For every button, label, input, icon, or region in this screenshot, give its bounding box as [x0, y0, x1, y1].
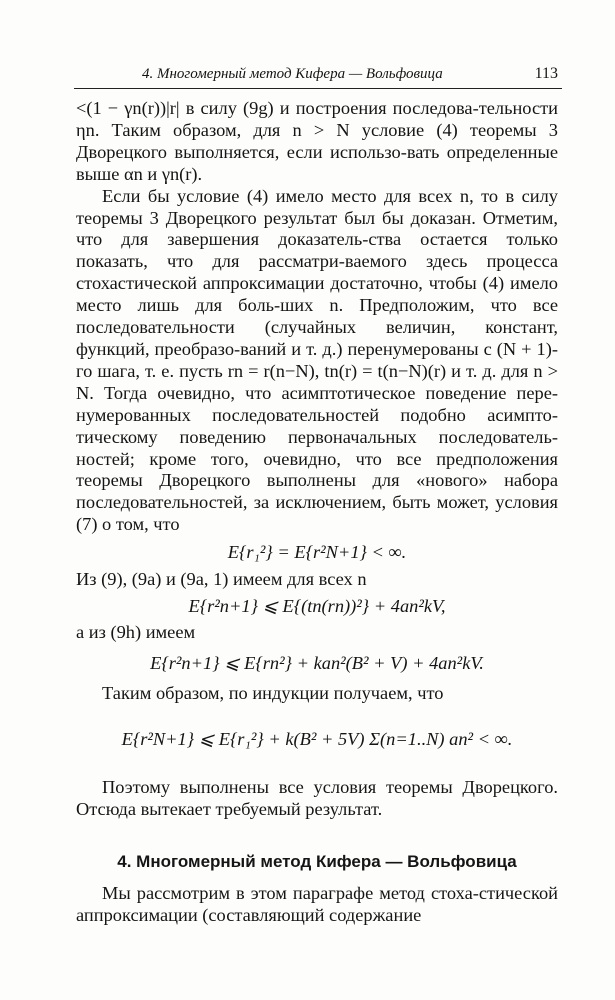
- section-heading: 4. Многомерный метод Кифера — Вольфовица: [117, 851, 517, 871]
- equation-induction-sum: E{r²N+1} ⩽ E{r₁²} + k(B² + 5V) Σ(n=1..N) an² < ∞.: [121, 728, 513, 749]
- paragraph-section-intro: Мы рассмотрим в этом параграфе метод стоха-стической аппроксимации (составляющий содержание: [76, 882, 558, 925]
- page-body: [76, 98, 558, 926]
- page-header: [74, 64, 562, 89]
- paragraph-from-9h: а из (9h) имеем: [76, 622, 196, 643]
- paragraph-proof: Если бы условие (4) имело место для всех n, то в силу теоремы 3 Дворецкого результат был бы доказан. Отметим, что для завершения доказатель-ства остается только показать, что для рассматри-ваемого здесь процесса стохастической аппроксимации достаточно, чтобы (4) имело место лишь для боль-ших n. Предположим, что все последовательности (случайных величин, констант, функций, преобразо-ваний и т. д.) перенумерованы с (N + 1)-го шага, т. е. пусть rn = r(n−N), tn(r) = t(n−N)(r) и т. д. для n > N. Тогда очевидно, что асимптотическое поведение пере-нумерованных последовательностей подобно асимпто-тическому поведению первоначальных последователь-ностей; кроме того, очевидно, что все предположения теоремы Дворецкого выполнены для «нового» набора последовательностей, за исключением, быть может, условия (7) о том, что: [76, 185, 558, 535]
- paragraph-from-9: Из (9), (9a) и (9a, 1) имеем для всех n: [76, 569, 367, 590]
- equation-second-inequality: E{r²n+1} ⩽ E{rn²} + kan²(B² + V) + 4an²kV.: [150, 652, 484, 673]
- page-number: 113: [534, 65, 558, 82]
- paragraph-conclusion: Поэтому выполнены все условия теоремы Дворецкого. Отсюда вытекает требуемый результат.: [76, 776, 558, 819]
- equation-first-inequality: E{r²n+1} ⩽ E{(tn(rn))²} + 4an²kV,: [188, 596, 446, 617]
- paragraph-induction: Таким образом, по индукции получаем, что: [102, 682, 444, 703]
- running-head: 4. Многомерный метод Кифера — Вольфовица: [142, 66, 443, 82]
- paragraph-continuation: <(1 − γn(r))|r| в силу (9g) и построения последова-тельности ηn. Таким образом, для n > N условие (4) теоремы 3 Дворецкого выполняется, если использо-вать определенные выше αn и γn(r).: [76, 98, 558, 184]
- equation-expectation-bound: E{r₁²} = E{r²N+1} < ∞.: [227, 542, 407, 563]
